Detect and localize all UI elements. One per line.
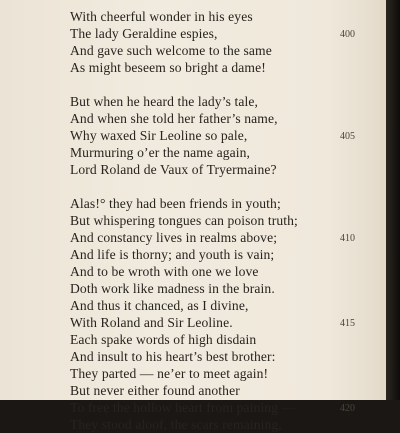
verse-line: As might beseem so bright a dame!: [70, 60, 266, 75]
verse-line: And thus it chanced, as I divine,: [70, 298, 249, 313]
verse-line: But when he heard the lady’s tale,: [70, 94, 258, 109]
line-number: 420: [340, 403, 355, 414]
page-edge-shadow: [386, 0, 400, 400]
line-number: 405: [340, 131, 355, 142]
verse-line: The lady Geraldine espies,: [70, 26, 218, 41]
line-number: 415: [340, 318, 355, 329]
verse-line: But never either found another: [70, 383, 240, 398]
verse-line: With Roland and Sir Leoline.: [70, 315, 233, 330]
verse-line: They parted — ne’er to meet again!: [70, 366, 269, 381]
line-number: 410: [340, 233, 355, 244]
verse-line: Doth work like madness in the brain.: [70, 281, 275, 296]
verse-line: Murmuring o’er the name again,: [70, 145, 251, 160]
verse-line: Why waxed Sir Leoline so pale,: [70, 128, 248, 143]
verse-line: And gave such welcome to the same: [70, 43, 272, 58]
verse-line: Lord Roland de Vaux of Tryermaine?: [70, 162, 277, 177]
verse-line: And to be wroth with one we love: [70, 264, 259, 279]
verse-line: They stood aloof, the scars remaining,: [70, 417, 282, 432]
verse-line: And when she told her father’s name,: [70, 111, 278, 126]
verse-line: To free the hollow heart from paining —: [70, 400, 296, 415]
verse-line: And life is thorny; and youth is vain;: [70, 247, 275, 262]
verse-line: With cheerful wonder in his eyes: [70, 9, 253, 24]
line-number: 400: [340, 29, 355, 40]
verse-line: But whispering tongues can poison truth;: [70, 213, 298, 228]
verse-line: Alas!° they had been friends in youth;: [70, 196, 281, 211]
verse-line: And insult to his heart’s best brother:: [70, 349, 276, 364]
verse-line: Each spake words of high disdain: [70, 332, 257, 347]
verse-line: And constancy lives in realms above;: [70, 230, 278, 245]
